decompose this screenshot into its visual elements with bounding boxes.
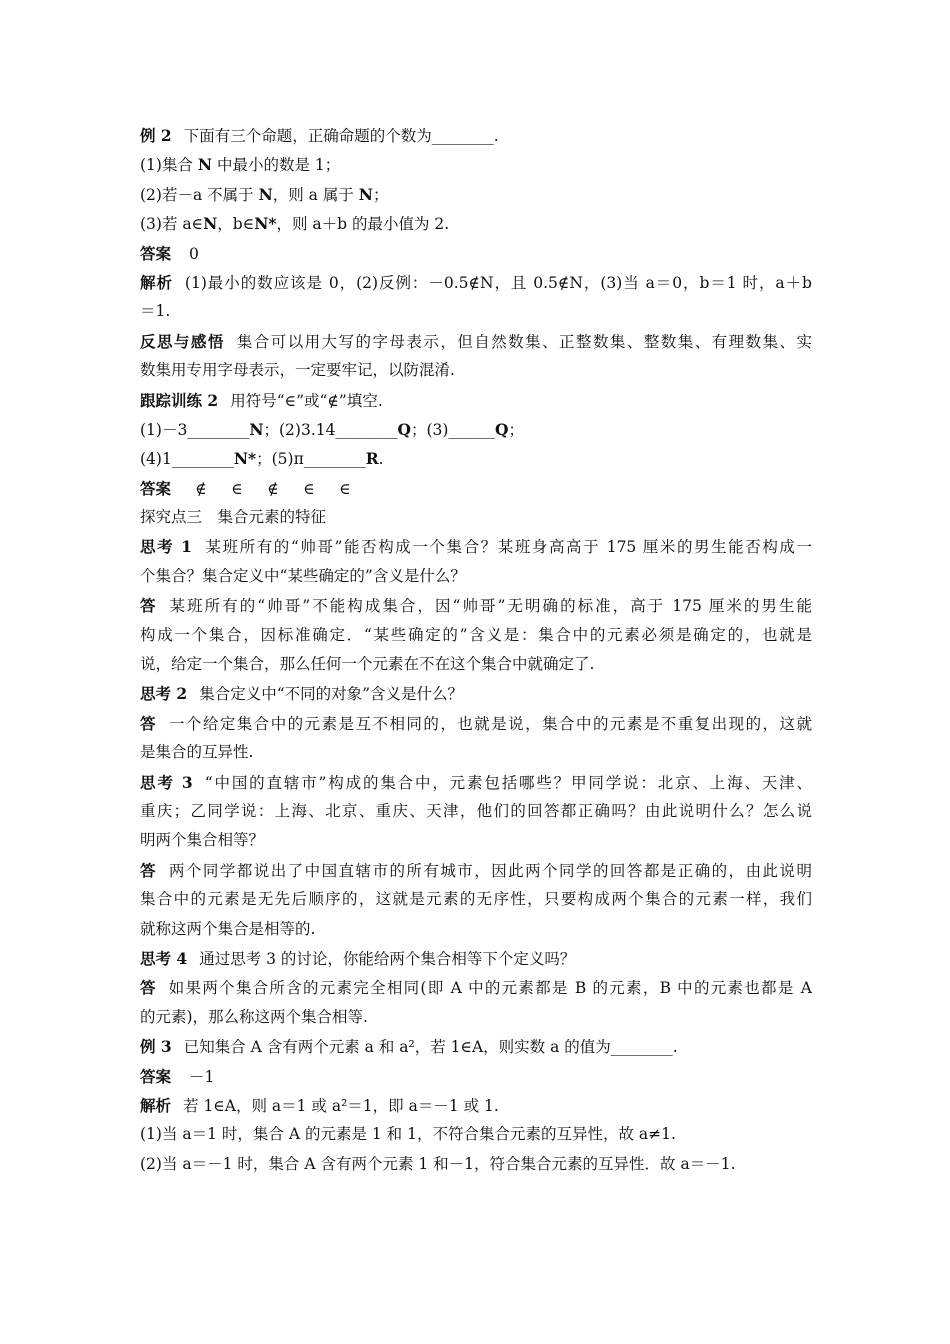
example-3-question (140, 1032, 812, 1061)
text: ； (508, 420, 524, 439)
text: ；(3)______ (410, 420, 495, 439)
example-3-answer (140, 1062, 812, 1091)
think-2-line-1 (140, 679, 812, 708)
think-text: 某班所有的“帅哥”能否构成一个集合？某班身高高于 175 厘米的男生能否构成一 (203, 538, 812, 557)
example-3-analysis (140, 1091, 812, 1120)
answer-text: 一个给定集合中的元素是互不相同的，也就是说，集合中的元素是不重复出现的，这就 (168, 714, 812, 733)
text: 中最小的数是 1； (212, 156, 341, 175)
think-text: “中国的直辖市”构成的集合中，元素包括哪些？甲同学说：北京、上海、天津、 (204, 773, 812, 792)
practice-2-question (140, 386, 812, 415)
answer-label: 答案 (140, 243, 172, 263)
answer-symbol: ∈ (303, 479, 315, 498)
answer-symbol: ∉ (195, 479, 207, 498)
proposition-3 (140, 209, 812, 238)
set-symbol: N* (233, 449, 257, 469)
think-label: 思考 4 (140, 948, 188, 968)
practice-2-label: 跟踪训练 2 (140, 390, 219, 410)
text: . (378, 450, 384, 469)
practice-2-text: 用符号“∈”或“∉”填空. (230, 391, 383, 410)
text: ，则 a 属于 (272, 185, 359, 204)
practice-2-answer (140, 474, 812, 503)
example-2-question (140, 121, 812, 150)
set-symbol: N (197, 155, 213, 175)
think-label: 思考 2 (140, 684, 188, 704)
reflection-line-1 (140, 327, 812, 356)
example-3-label: 例 3 (140, 1037, 172, 1057)
think-label: 思考 1 (140, 537, 192, 557)
answer-text: 如果两个集合所含的元素完全相同(即 A 中的元素都是 B 的元素，B 中的元素也都是 A (168, 979, 812, 998)
analysis-label: 解析 (140, 272, 173, 292)
example-3-case-1: (1)当 a＝1 时，集合 A 的元素是 1 和 1，不符合集合元素的互异性，故 a≠1. (140, 1125, 676, 1144)
answer-label: 答 (140, 860, 157, 880)
set-symbol: N (258, 184, 273, 204)
example-2-text: 下面有三个命题，正确命题的个数为________. (183, 127, 499, 145)
set-symbol: R (365, 449, 379, 469)
text: (4)1________ (140, 450, 234, 469)
think-text: 集合定义中“不同的对象”含义是什么？ (199, 685, 464, 704)
set-symbol: N (249, 419, 264, 439)
answer-text: 两个同学都说出了中国直辖市的所有城市，因此两个同学的回答都是正确的，由此说明 (168, 861, 812, 880)
practice-2-blanks-line-1 (140, 415, 812, 444)
example-2-analysis-line-1 (140, 268, 812, 297)
text: (3)若 a∈ (140, 215, 204, 234)
proposition-1 (140, 150, 812, 179)
proposition-2 (140, 180, 812, 209)
set-symbol: Q (494, 419, 509, 439)
reflection-text: 集合可以用大写的字母表示，但自然数集、正整数集、整数集、有理数集、实 (236, 332, 812, 351)
think-2-answer-line-2: 是集合的互异性. (140, 743, 254, 762)
answer-label: 答案 (140, 1066, 172, 1086)
think-3-line-2: 重庆；乙同学说：上海、北京、重庆、天津，他们的回答都正确吗？由此说明什么？怎么说 (140, 801, 812, 820)
answer-label: 答 (140, 978, 157, 998)
think-label: 思考 3 (140, 772, 193, 792)
analysis-text: (1)最小的数应该是 0，(2)反例：－0.5∉N，且 0.5∉N，(3)当 a＝0，b＝1 时，a＋b (184, 273, 812, 292)
answer-symbol: ∈ (231, 479, 243, 498)
text: ；(5)π________ (256, 450, 366, 469)
section-heading: 探究点三 集合元素的特征 (140, 508, 327, 527)
think-text: 通过思考 3 的讨论，你能给两个集合相等下个定义吗？ (199, 949, 576, 968)
example-2-answer (140, 239, 812, 268)
set-symbol: N (203, 214, 218, 234)
analysis-label: 解析 (140, 1095, 172, 1115)
think-1-line-1 (140, 532, 812, 561)
think-3-answer-line-2: 集合中的元素是无先后顺序的，这就是元素的无序性，只要构成两个集合的元素一样，我们 (140, 890, 812, 909)
think-1-line-2: 个集合？集合定义中“某些确定的”含义是什么？ (140, 566, 466, 585)
analysis-text: 若 1∈A，则 a＝1 或 a²＝1，即 a＝－1 或 1. (183, 1096, 499, 1115)
think-3-answer-line-1 (140, 856, 812, 885)
example-2-analysis-line-2: ＝1. (140, 302, 171, 321)
set-symbol: N (358, 184, 373, 204)
document-content (140, 121, 812, 1179)
answer-label: 答案 (140, 478, 172, 498)
answer-value: 0 (189, 244, 199, 263)
reflection-line-2: 数集用专用字母表示，一定要牢记，以防混淆. (140, 361, 455, 380)
text: ； (372, 185, 389, 204)
answer-value: －1 (189, 1067, 215, 1086)
example-3-case-2: (2)当 a＝－1 时，集合 A 含有两个元素 1 和－1，符合集合元素的互异性．故 a＝－1. (140, 1154, 736, 1173)
think-4-line-1 (140, 944, 812, 973)
practice-2-blanks-line-2 (140, 444, 812, 473)
text: (1)－3________ (140, 420, 250, 439)
think-4-answer-line-2: 的元素)，那么称这两个集合相等. (140, 1007, 368, 1026)
example-3-text: 已知集合 A 含有两个元素 a 和 a²，若 1∈A，则实数 a 的值为________. (183, 1038, 678, 1057)
example-2-label: 例 2 (140, 126, 172, 145)
text: (2)若－a 不属于 (140, 185, 259, 204)
answer-symbol: ∉ (267, 479, 279, 498)
think-1-answer-line-1 (140, 591, 812, 620)
text: (1)集合 (140, 156, 198, 175)
set-symbol: N* (254, 214, 277, 234)
answer-label: 答 (140, 713, 157, 733)
answer-label: 答 (140, 596, 158, 616)
think-3-answer-line-3: 就称这两个集合是相等的. (140, 919, 316, 938)
think-1-answer-line-3: 说，给定一个集合，那么任何一个元素在不在这个集合中就确定了. (140, 655, 595, 674)
set-symbol: Q (397, 419, 411, 439)
answer-symbol: ∈ (339, 479, 351, 498)
text: ，b∈ (217, 215, 255, 234)
think-3-line-1 (140, 768, 812, 797)
think-1-answer-line-2: 构成一个集合，因标准确定．“某些确定的”含义是：集合中的元素必须是确定的，也就是 (140, 625, 812, 644)
answer-text: 某班所有的“帅哥”不能构成集合，因“帅哥”无明确的标准，高于 175 厘米的男生能 (169, 597, 812, 616)
think-3-line-3: 明两个集合相等？ (140, 831, 265, 850)
think-4-answer-line-1 (140, 973, 812, 1002)
think-2-answer-line-1 (140, 709, 812, 738)
reflection-label: 反思与感悟 (140, 331, 225, 351)
text: ；(2)3.14________ (263, 420, 398, 439)
text: ，则 a＋b 的最小值为 2. (276, 215, 450, 234)
